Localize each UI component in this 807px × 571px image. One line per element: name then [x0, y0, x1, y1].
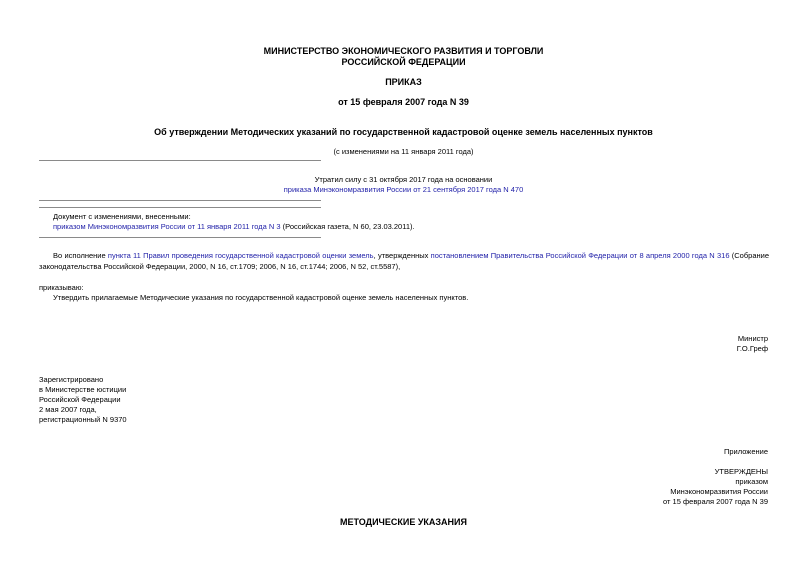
order-word: приказываю:: [39, 283, 84, 292]
expired-basis-link[interactable]: приказа Минэкономразвития России от 21 сентября 2017 года N 470: [283, 185, 524, 194]
rules-link[interactable]: пункта 11 Правил проведения государственной кадастровой оценки земель: [107, 251, 374, 260]
resolution-link[interactable]: постановлением Правительства Российской Федерации от 8 апреля 2000 года N 316: [430, 251, 730, 260]
preamble-text-start: Во исполнение: [53, 251, 108, 260]
changes-source: (Российская газета, N 60, 23.03.2011).: [280, 222, 415, 231]
signature-position: Министр: [737, 334, 768, 343]
approve-paragraph: Утвердить прилагаемые Методические указания по государственной кадастровой оценке земель населенных пунктов.: [53, 293, 469, 302]
registration-line4: 2 мая 2007 года,: [39, 405, 97, 414]
registration-line3: Российской Федерации: [39, 395, 121, 404]
preamble-text-end: (Собрание законодательства Российской Федерации, 2000, N 16, ст.1709; 2006, N 16, ст.1744; 2006, N 52, ст.5587),: [39, 251, 769, 271]
preamble-paragraph: [39, 250, 769, 272]
registration-line2: в Министерстве юстиции: [39, 385, 127, 394]
ministry-name-line1: МИНИСТЕРСТВО ЭКОНОМИЧЕСКОГО РАЗВИТИЯ И ТОРГОВЛИ: [263, 46, 544, 56]
guidelines-heading: МЕТОДИЧЕСКИЕ УКАЗАНИЯ: [340, 517, 467, 527]
registration-line1: Зарегистрировано: [39, 375, 104, 384]
approved-word: УТВЕРЖДЕНЫ: [714, 467, 768, 476]
divider: [39, 160, 321, 161]
approved-ministry: Минэкономразвития России: [670, 487, 768, 496]
changes-line: [53, 222, 415, 231]
divider: [39, 200, 321, 201]
appendix-label: Приложение: [724, 447, 768, 456]
changes-link[interactable]: приказом Минэкономразвития России от 11 января 2011 года N 3: [53, 222, 281, 231]
divider: [39, 207, 321, 208]
changes-label: Документ с изменениями, внесенными:: [53, 212, 191, 221]
divider: [39, 237, 321, 238]
expired-note: Утратил силу с 31 октября 2017 года на основании: [314, 175, 493, 184]
approved-by-order: приказом: [735, 477, 768, 486]
ministry-name-line2: РОССИЙСКОЙ ФЕДЕРАЦИИ: [341, 57, 466, 67]
doc-title: Об утверждении Методических указаний по государственной кадастровой оценке земель населенных пунктов: [154, 127, 653, 137]
approved-date: от 15 февраля 2007 года N 39: [663, 497, 768, 506]
preamble-text-mid: , утвержденных: [373, 251, 431, 260]
doc-date: от 15 февраля 2007 года N 39: [338, 97, 469, 107]
signature-name: Г.О.Греф: [736, 344, 768, 353]
registration-line5: регистрационный N 9370: [39, 415, 127, 424]
doc-type: ПРИКАЗ: [385, 77, 422, 87]
amendments-note: (с изменениями на 11 января 2011 года): [333, 147, 474, 156]
